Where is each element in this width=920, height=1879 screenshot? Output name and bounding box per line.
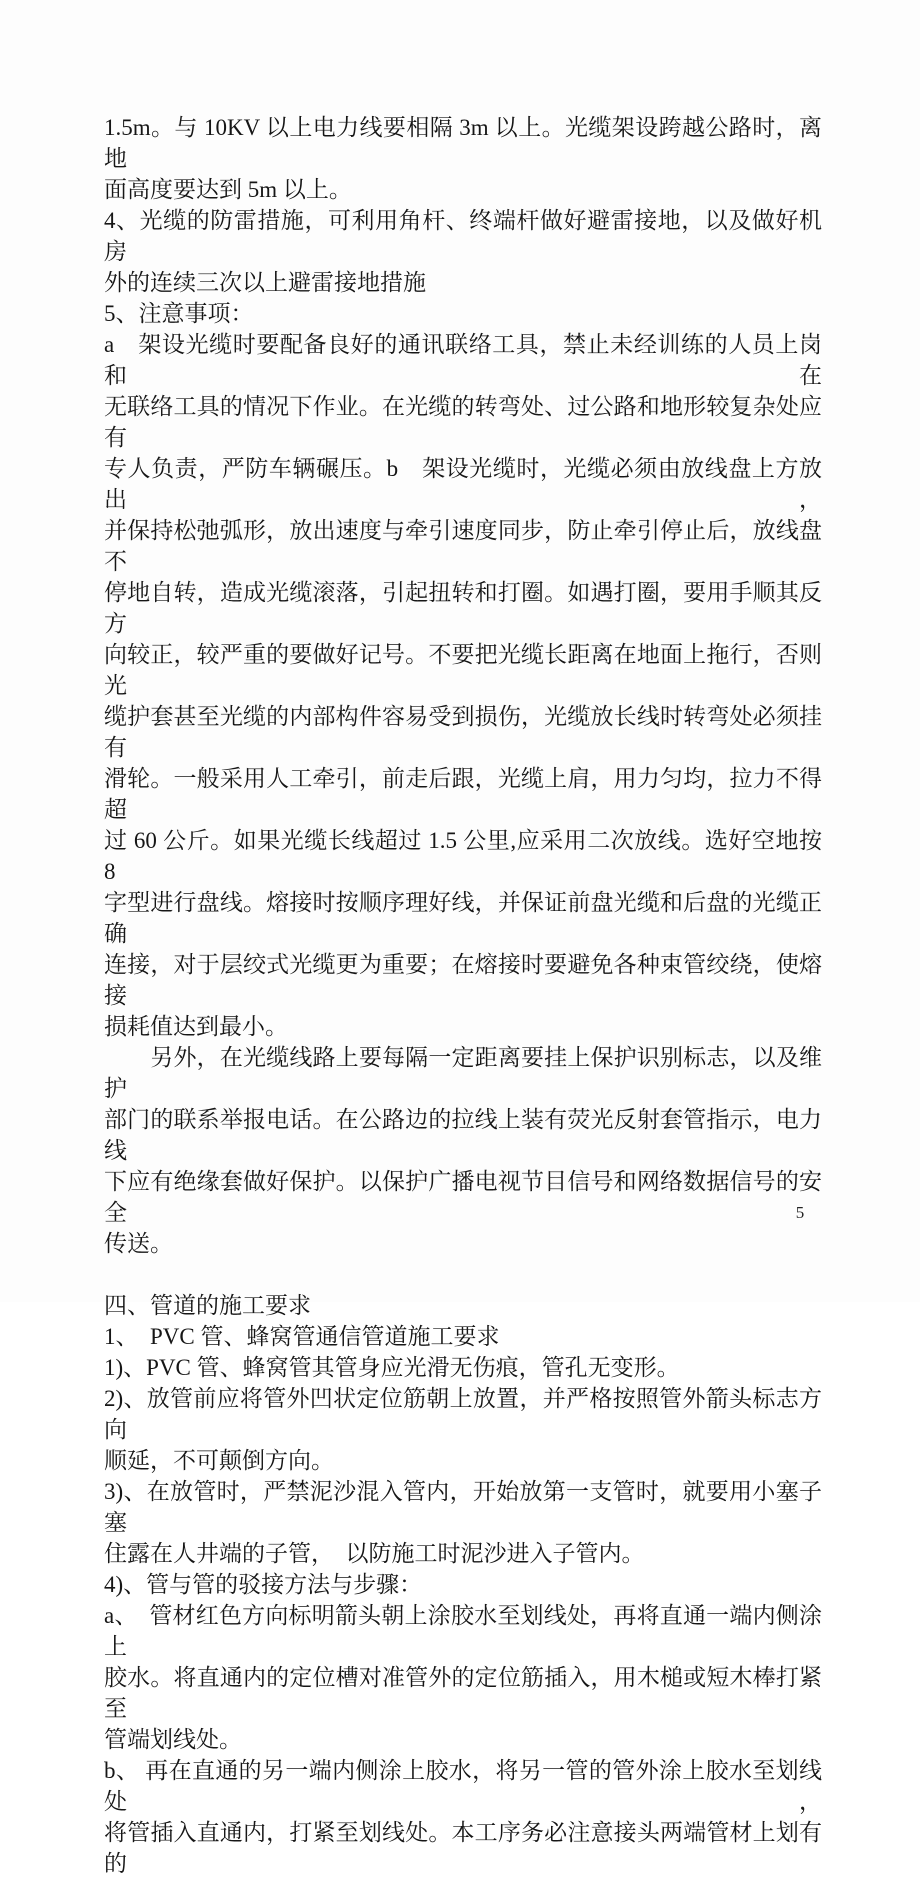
text-line: 四、管道的施工要求: [104, 1293, 311, 1318]
document-body: [104, 112, 822, 1879]
text-line: a、 管材红色方向标明箭头朝上涂胶水至划线处，再将直通一端内侧涂上: [104, 1603, 822, 1659]
text-line: 1、 PVC 管、蜂窝管通信管道施工要求: [104, 1324, 500, 1349]
text-line: b、 再在直通的另一端内侧涂上胶水，将另一管的管外涂上胶水至划线处，: [104, 1758, 822, 1814]
text-line: 缆护套甚至光缆的内部构件容易受到损伤，光缆放长线时转弯处必须挂有: [104, 704, 822, 760]
text-line: 部门的联系举报电话。在公路边的拉线上装有荧光反射套管指示，电力线: [104, 1107, 822, 1163]
text-line: 胶水。将直通内的定位槽对准管外的定位筋插入，用木槌或短木棒打紧至: [104, 1665, 822, 1721]
text-line: [104, 1259, 822, 1290]
text-line: 连接，对于层绞式光缆更为重要；在熔接时要避免各种束管绞绕，使熔接: [104, 952, 822, 1008]
text-line: 面高度要达到 5m 以上。: [104, 177, 352, 202]
text-line: 3)、在放管时，严禁泥沙混入管内，开始放第一支管时，就要用小塞子塞: [104, 1479, 822, 1535]
text-line: 并保持松弛弧形，放出速度与牵引速度同步，防止牵引停止后，放线盘不: [104, 518, 822, 574]
page-number: 5: [795, 1203, 805, 1222]
text-line: 滑轮。一般采用人工牵引，前走后跟，光缆上肩，用力匀均，拉力不得超: [104, 766, 822, 822]
text-line: 住露在人井端的子管， 以防施工时泥沙进入子管内。: [104, 1541, 645, 1566]
text-line: 1.5m。与 10KV 以上电力线要相隔 3m 以上。光缆架设跨越公路时，离地: [104, 115, 822, 171]
text-line: 损耗值达到最小。: [104, 1014, 288, 1039]
text-line: 字型进行盘线。熔接时按顺序理好线，并保证前盘光缆和后盘的光缆正确: [104, 890, 822, 946]
text-line: 将管插入直通内，打紧至划线处。本工序务必注意接头两端管材上划有的: [104, 1820, 822, 1876]
text-line: 管端划线处。: [104, 1727, 242, 1752]
text-line: 1)、PVC 管、蜂窝管其管身应光滑无伤痕，管孔无变形。: [104, 1355, 680, 1380]
text-line: 无联络工具的情况下作业。在光缆的转弯处、过公路和地形较复杂处应有: [104, 394, 822, 450]
text-line: 4、光缆的防雷措施，可利用角杆、终端杆做好避雷接地，以及做好机房: [104, 208, 822, 264]
text-line: 停地自转，造成光缆滚落，引起扭转和打圈。如遇打圈，要用手顺其反方: [104, 580, 822, 636]
text-line: 4)、管与管的驳接方法与步骤：: [104, 1572, 423, 1597]
text-line: 2)、放管前应将管外凹状定位筋朝上放置，并严格按照管外箭头标志方向: [104, 1386, 822, 1442]
text-line: 外的连续三次以上避雷接地措施: [104, 270, 426, 295]
text-line: 传送。: [104, 1231, 173, 1256]
text-line: a 架设光缆时要配备良好的通讯联络工具，禁止未经训练的人员上岗和在: [104, 332, 822, 388]
text-line: 专人负责，严防车辆碾压。b 架设光缆时，光缆必须由放线盘上方放出，: [104, 456, 822, 512]
text-line: 顺延，不可颠倒方向。: [104, 1448, 334, 1473]
text-line: 下应有绝缘套做好保护。以保护广播电视节目信号和网络数据信号的安全: [104, 1169, 822, 1225]
text-line: 过 60 公斤。如果光缆长线超过 1.5 公里,应采用二次放线。选好空地按 8: [104, 828, 822, 884]
text-line: 另外，在光缆线路上要每隔一定距离要挂上保护识别标志，以及维护: [104, 1045, 822, 1101]
text-line: 向较正，较严重的要做好记号。不要把光缆长距离在地面上拖行，否则光: [104, 642, 822, 698]
text-line: 5、注意事项：: [104, 301, 254, 326]
